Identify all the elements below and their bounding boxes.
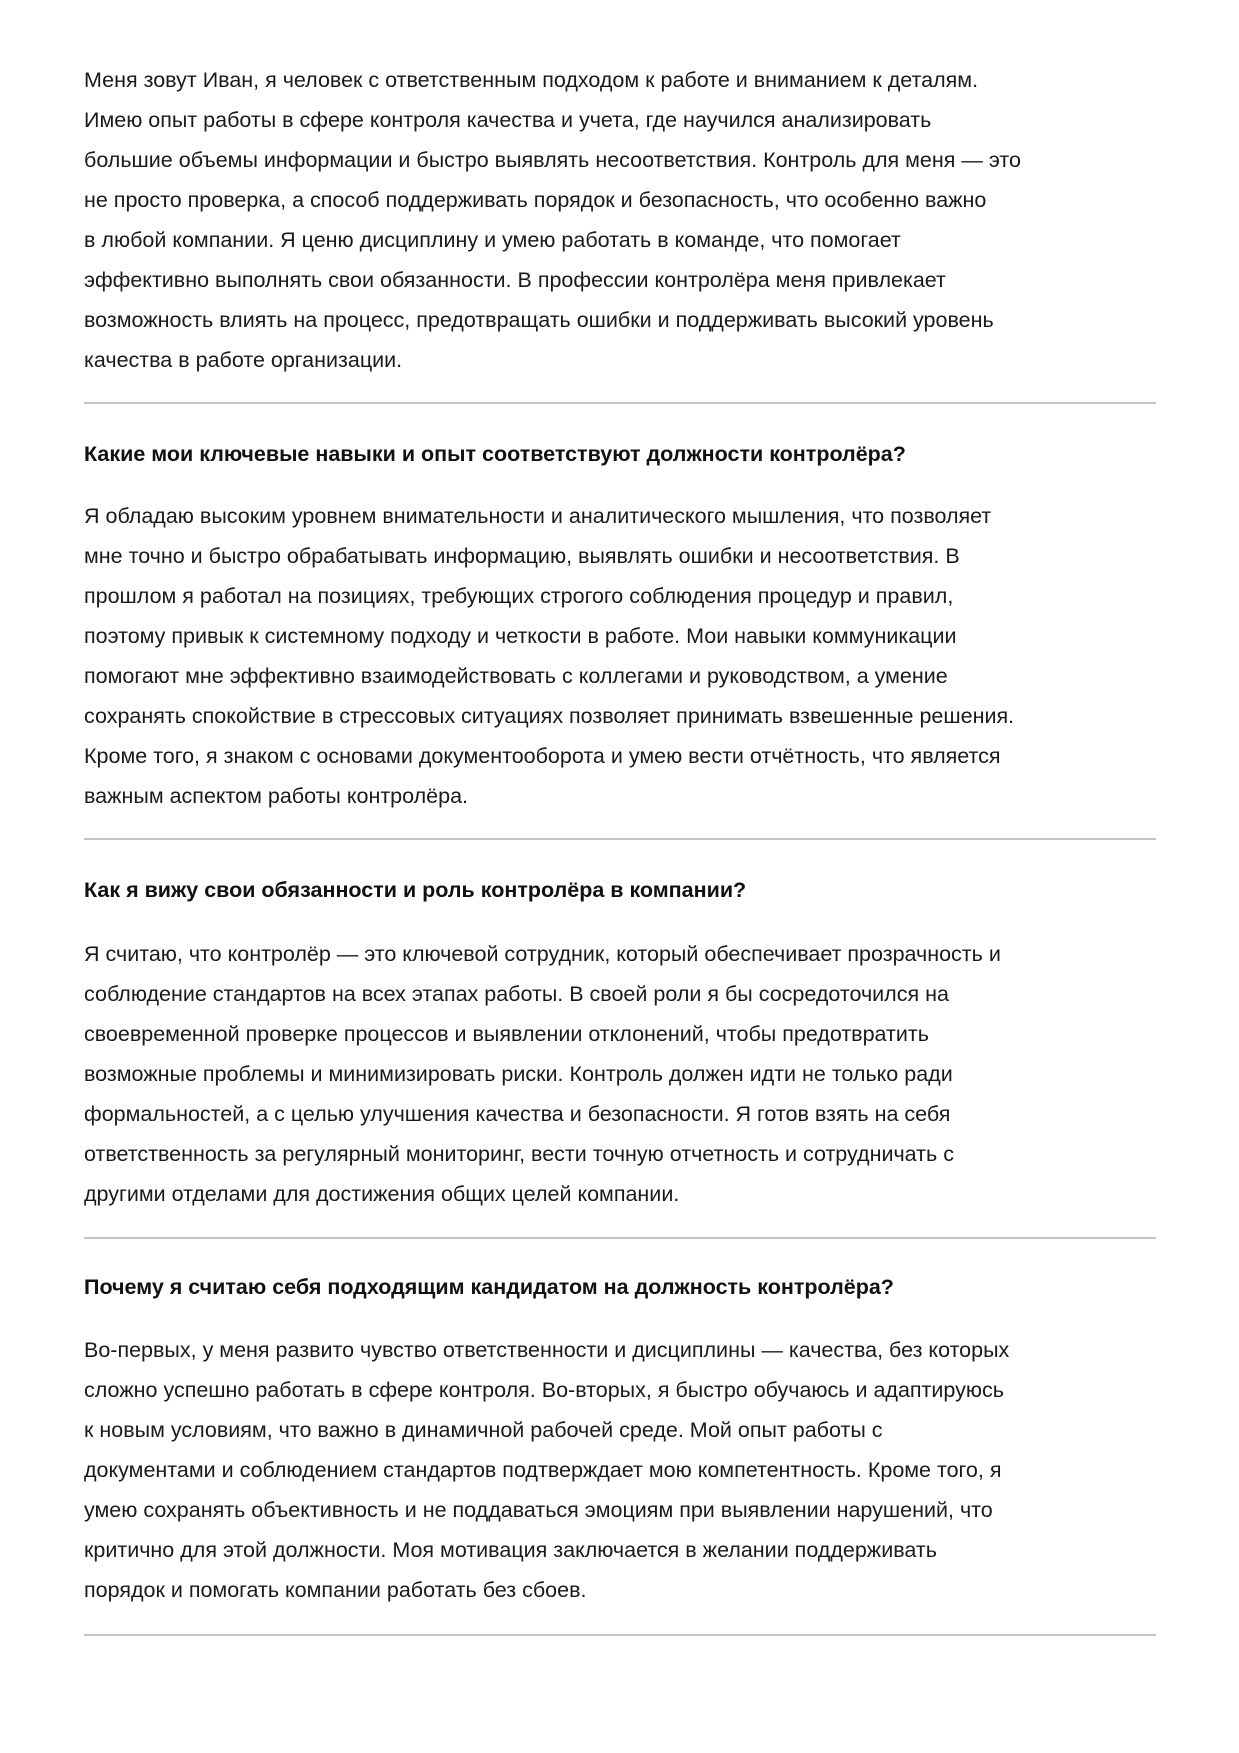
text-line: важным аспектом работы контролёра.	[84, 784, 469, 808]
text-line: ответственность за регулярный мониторинг, вести точную отчетность и сотрудничать с	[84, 1142, 954, 1166]
text-line: качества в работе организации.	[84, 348, 403, 372]
divider	[84, 838, 1156, 840]
text-line: большие объемы информации и быстро выявлять несоответствия. Контроль для меня — это	[84, 148, 1021, 172]
section-paragraph	[84, 934, 1174, 1214]
text-line: помогают мне эффективно взаимодействовать с коллегами и руководством, а умение	[84, 664, 948, 688]
text-line: Я обладаю высоким уровнем внимательности и аналитического мышления, что позволяет	[84, 504, 992, 528]
text-line: другими отделами для достижения общих целей компании.	[84, 1182, 680, 1206]
text-line: мне точно и быстро обрабатывать информацию, выявлять ошибки и несоответствия. В	[84, 544, 960, 568]
divider	[84, 402, 1156, 404]
text-line: возможность влиять на процесс, предотвращать ошибки и поддерживать высокий уровень	[84, 308, 994, 332]
text-line: Во-первых, у меня развито чувство ответственности и дисциплины — качества, без которых	[84, 1338, 1010, 1362]
section-paragraph	[84, 496, 1174, 816]
text-line: Кроме того, я знаком с основами документооборота и умею вести отчётность, что является	[84, 744, 1001, 768]
intro-paragraph	[84, 60, 1174, 380]
text-line: умею сохранять объективность и не поддаваться эмоциям при выявлении нарушений, что	[84, 1498, 993, 1522]
text-line: эффективно выполнять свои обязанности. В профессии контролёра меня привлекает	[84, 268, 946, 292]
divider	[84, 1634, 1156, 1636]
text-line: к новым условиям, что важно в динамичной рабочей среде. Мой опыт работы с	[84, 1418, 883, 1442]
text-line: не просто проверка, а способ поддерживать порядок и безопасность, что особенно важно	[84, 188, 987, 212]
text-line: соблюдение стандартов на всех этапах работы. В своей роли я бы сосредоточился на	[84, 982, 949, 1006]
text-line: документами и соблюдением стандартов подтверждает мою компетентность. Кроме того, я	[84, 1458, 1002, 1482]
text-line: своевременной проверке процессов и выявлении отклонений, чтобы предотвратить	[84, 1022, 929, 1046]
text-line: Я считаю, что контролёр — это ключевой сотрудник, который обеспечивает прозрачность и	[84, 942, 1001, 966]
divider	[84, 1237, 1156, 1239]
text-line: порядок и помогать компании работать без сбоев.	[84, 1578, 587, 1602]
text-line: сохранять спокойствие в стрессовых ситуациях позволяет принимать взвешенные решения.	[84, 704, 1015, 728]
section-heading: Какие мои ключевые навыки и опыт соответствуют должности контролёра?	[84, 442, 906, 466]
section-paragraph	[84, 1330, 1174, 1610]
text-line: прошлом я работал на позициях, требующих строгого соблюдения процедур и правил,	[84, 584, 954, 608]
section-heading: Как я вижу свои обязанности и роль контролёра в компании?	[84, 878, 747, 902]
text-line: поэтому привык к системному подходу и четкости в работе. Мои навыки коммуникации	[84, 624, 957, 648]
text-line: сложно успешно работать в сфере контроля. Во-вторых, я быстро обучаюсь и адаптируюсь	[84, 1378, 1004, 1402]
text-line: формальностей, а с целью улучшения качества и безопасности. Я готов взять на себя	[84, 1102, 951, 1126]
text-line: в любой компании. Я ценю дисциплину и умею работать в команде, что помогает	[84, 228, 901, 252]
text-line: Имею опыт работы в сфере контроля качества и учета, где научился анализировать	[84, 108, 932, 132]
section-heading: Почему я считаю себя подходящим кандидатом на должность контролёра?	[84, 1275, 894, 1299]
text-line: Меня зовут Иван, я человек с ответственным подходом к работе и вниманием к деталям.	[84, 68, 979, 92]
text-line: возможные проблемы и минимизировать риски. Контроль должен идти не только ради	[84, 1062, 953, 1086]
text-line: критично для этой должности. Моя мотивация заключается в желании поддерживать	[84, 1538, 937, 1562]
